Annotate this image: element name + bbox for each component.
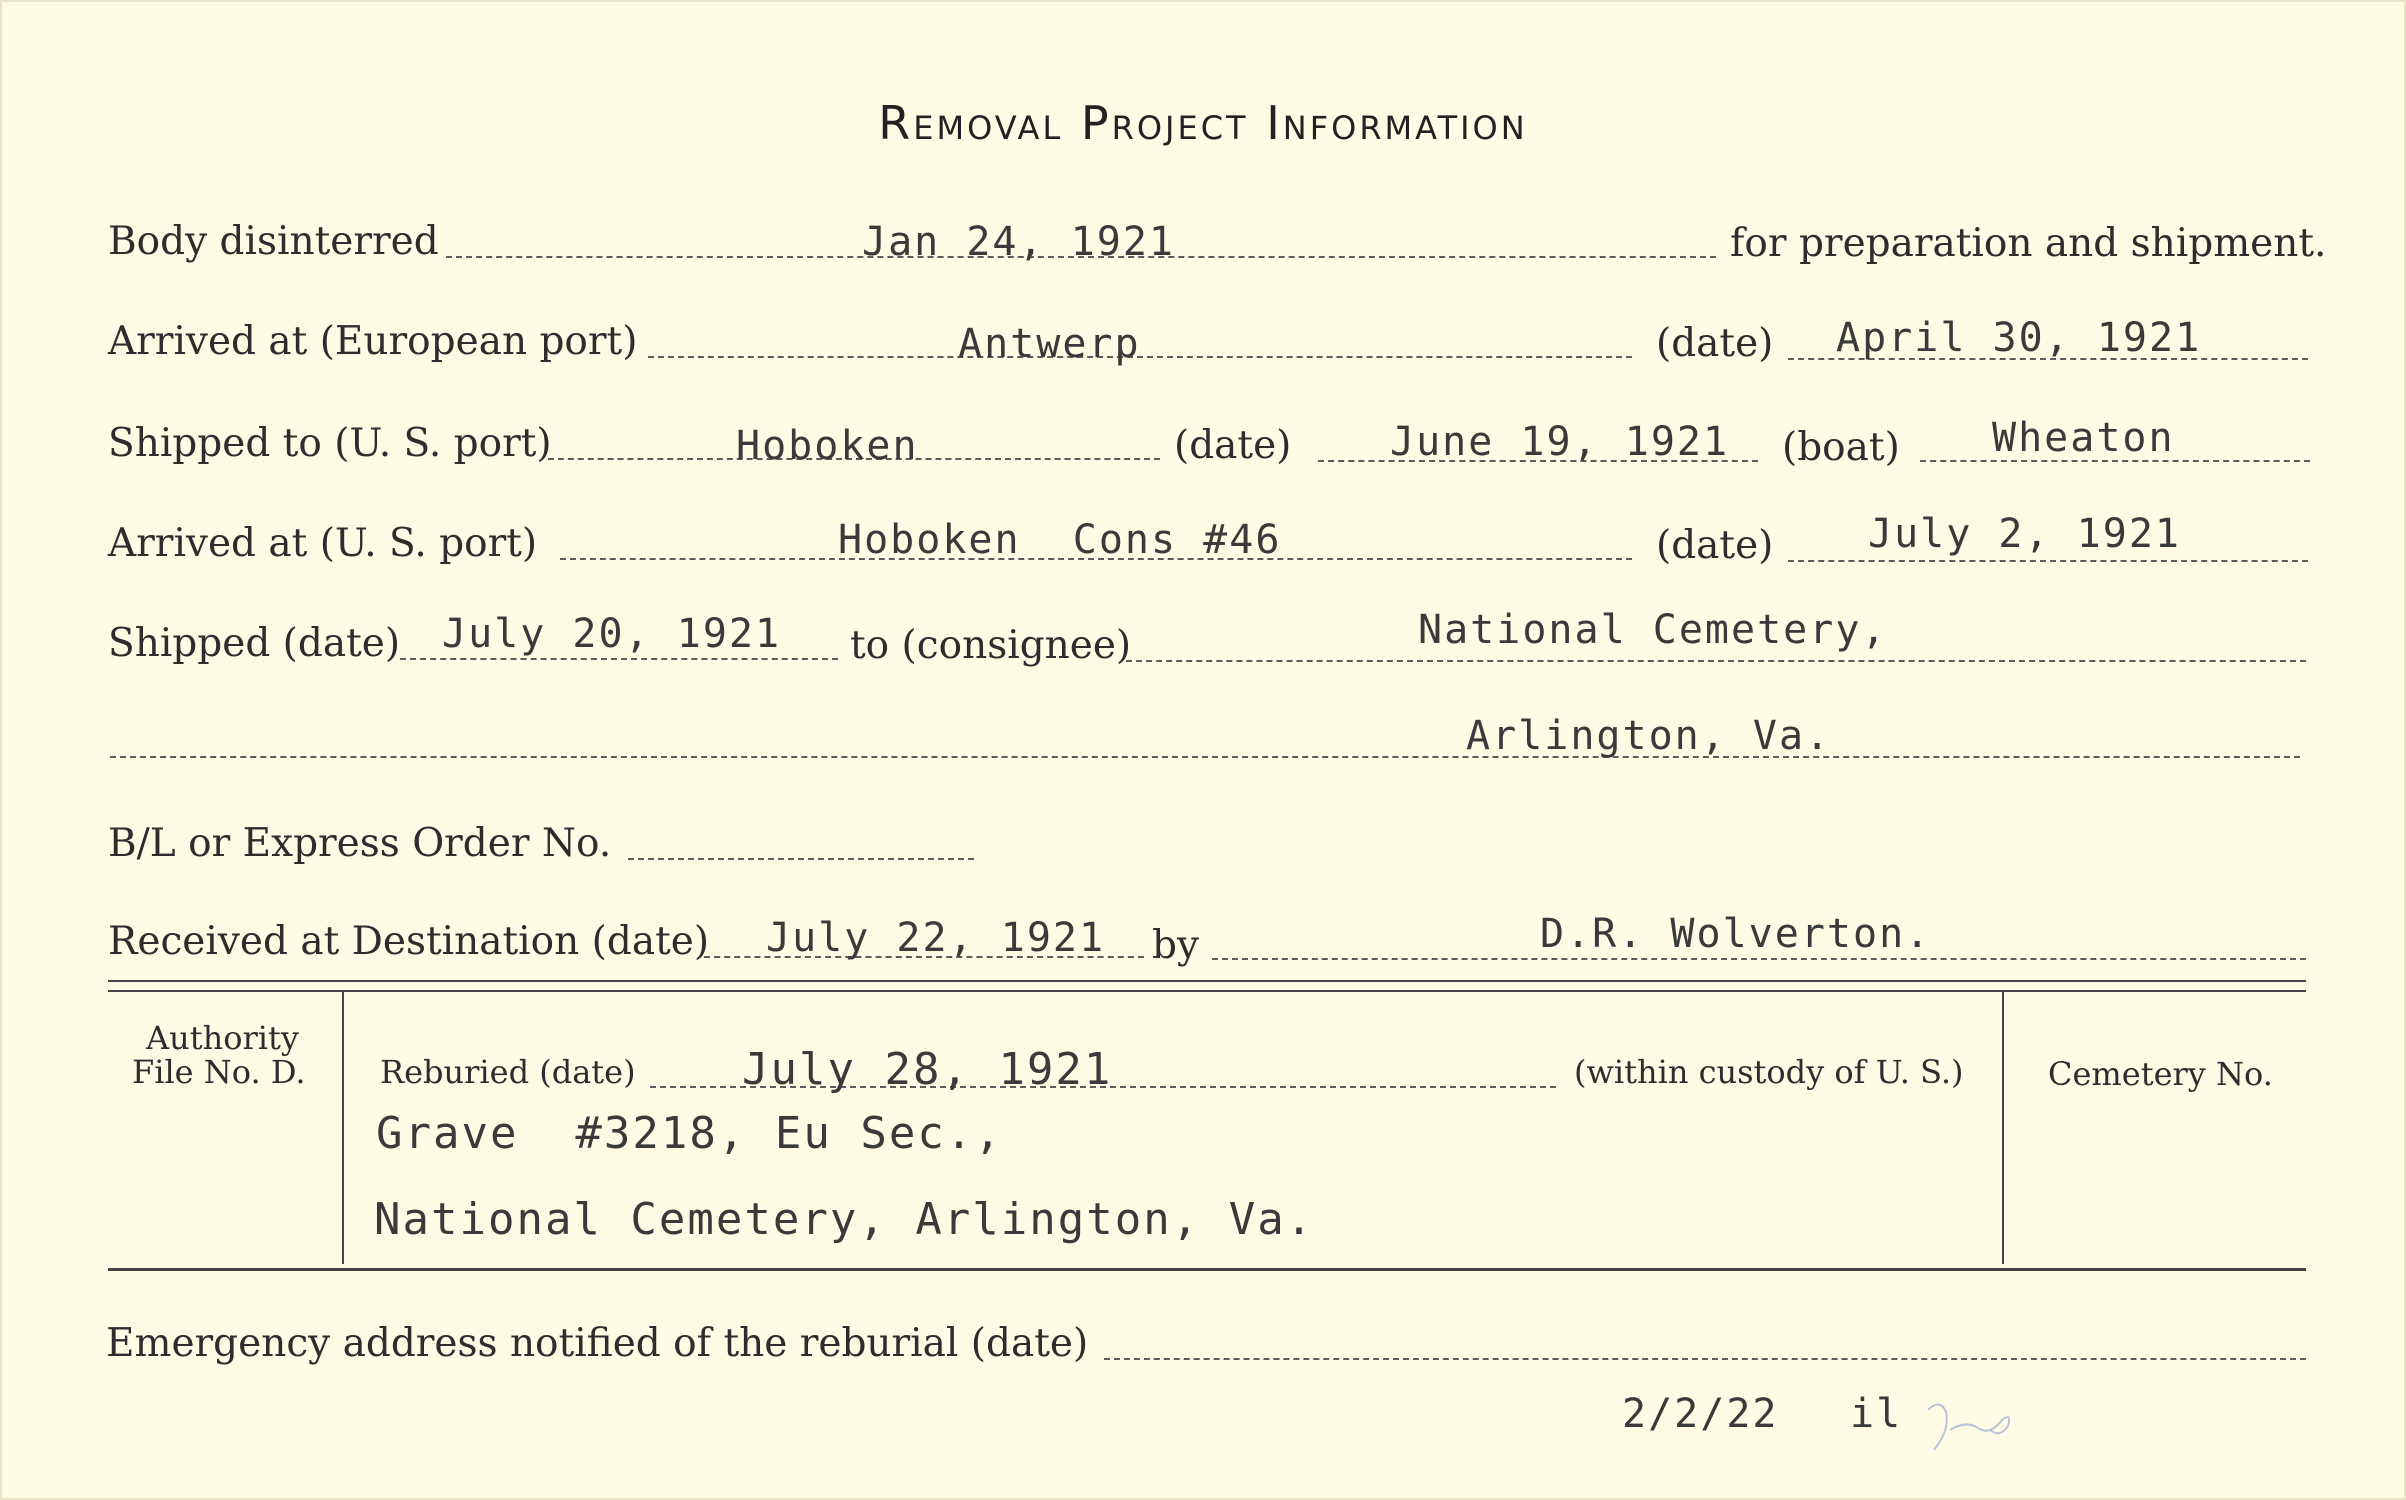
shipped-us-value: Hoboken [736, 423, 919, 469]
bl-line [628, 858, 974, 860]
form-title: Removal Project Information [878, 96, 1528, 150]
box-divider-left [342, 992, 344, 1264]
consignee-line-1 [1126, 660, 2306, 662]
arrived-european-date-label: (date) [1656, 321, 1774, 366]
shipped-us-date-label: (date) [1174, 423, 1292, 468]
cemetery-no-label: Cemetery No. [2048, 1055, 2273, 1093]
shipped-date-line [400, 658, 838, 660]
grave-line-2: National Cemetery, Arlington, Va. [374, 1194, 1315, 1245]
authority-label-1: Authority [146, 1019, 299, 1057]
emergency-label: Emergency address notified of the reburial (date) [106, 1321, 1089, 1366]
shipped-us-date: June 19, 1921 [1390, 419, 1730, 465]
shipped-date-value: July 20, 1921 [442, 611, 782, 657]
consignee-line1: National Cemetery, [1418, 607, 1888, 653]
emergency-line [1104, 1358, 2306, 1360]
by-label: by [1152, 923, 1199, 968]
box-divider-right [2002, 992, 2004, 1264]
consignee-line-2 [110, 756, 2300, 758]
arrived-us-value: Hoboken Cons #46 [838, 517, 1282, 563]
consignee-label: to (consignee) [850, 623, 1132, 668]
arrived-us-date: July 2, 1921 [1868, 511, 2181, 557]
by-line [1212, 958, 2306, 960]
authority-label-2: File No. D. [132, 1053, 306, 1091]
footer-date: 2/2/22 [1622, 1391, 1779, 1437]
by-value: D.R. Wolverton. [1540, 911, 1932, 957]
received-value: July 22, 1921 [766, 915, 1106, 961]
arrived-european-date: April 30, 1921 [1836, 315, 2202, 361]
reburied-label: Reburied (date) [380, 1053, 636, 1091]
arrived-us-date-label: (date) [1656, 523, 1774, 568]
footer-initials: il [1850, 1391, 1903, 1437]
reburied-value: July 28, 1921 [742, 1044, 1113, 1095]
boat-value: Wheaton [1992, 415, 2175, 461]
custody-label: (within custody of U. S.) [1574, 1053, 1964, 1091]
body-disinterred-label: Body disinterred [108, 219, 439, 264]
body-disinterred-value: Jan 24, 1921 [862, 219, 1175, 265]
arrived-european-label: Arrived at (European port) [108, 319, 638, 364]
double-rule-bottom [108, 990, 2306, 992]
shipped-us-label: Shipped to (U. S. port) [108, 421, 552, 466]
boat-label: (boat) [1782, 425, 1900, 470]
received-label: Received at Destination (date) [108, 919, 710, 964]
double-rule-top [108, 980, 2306, 982]
arrived-us-label: Arrived at (U. S. port) [108, 521, 538, 566]
preparation-label: for preparation and shipment. [1730, 221, 2327, 266]
box-bottom-rule [108, 1268, 2306, 1271]
shipped-date-label: Shipped (date) [108, 621, 401, 666]
pencil-mark-icon [1920, 1390, 2020, 1460]
arrived-us-date-line [1788, 560, 2308, 562]
arrived-european-value: Antwerp [958, 321, 1141, 367]
consignee-line2: Arlington, Va. [1466, 713, 1832, 759]
bl-label: B/L or Express Order No. [108, 821, 612, 866]
grave-line-1: Grave #3218, Eu Sec., [376, 1108, 1003, 1159]
